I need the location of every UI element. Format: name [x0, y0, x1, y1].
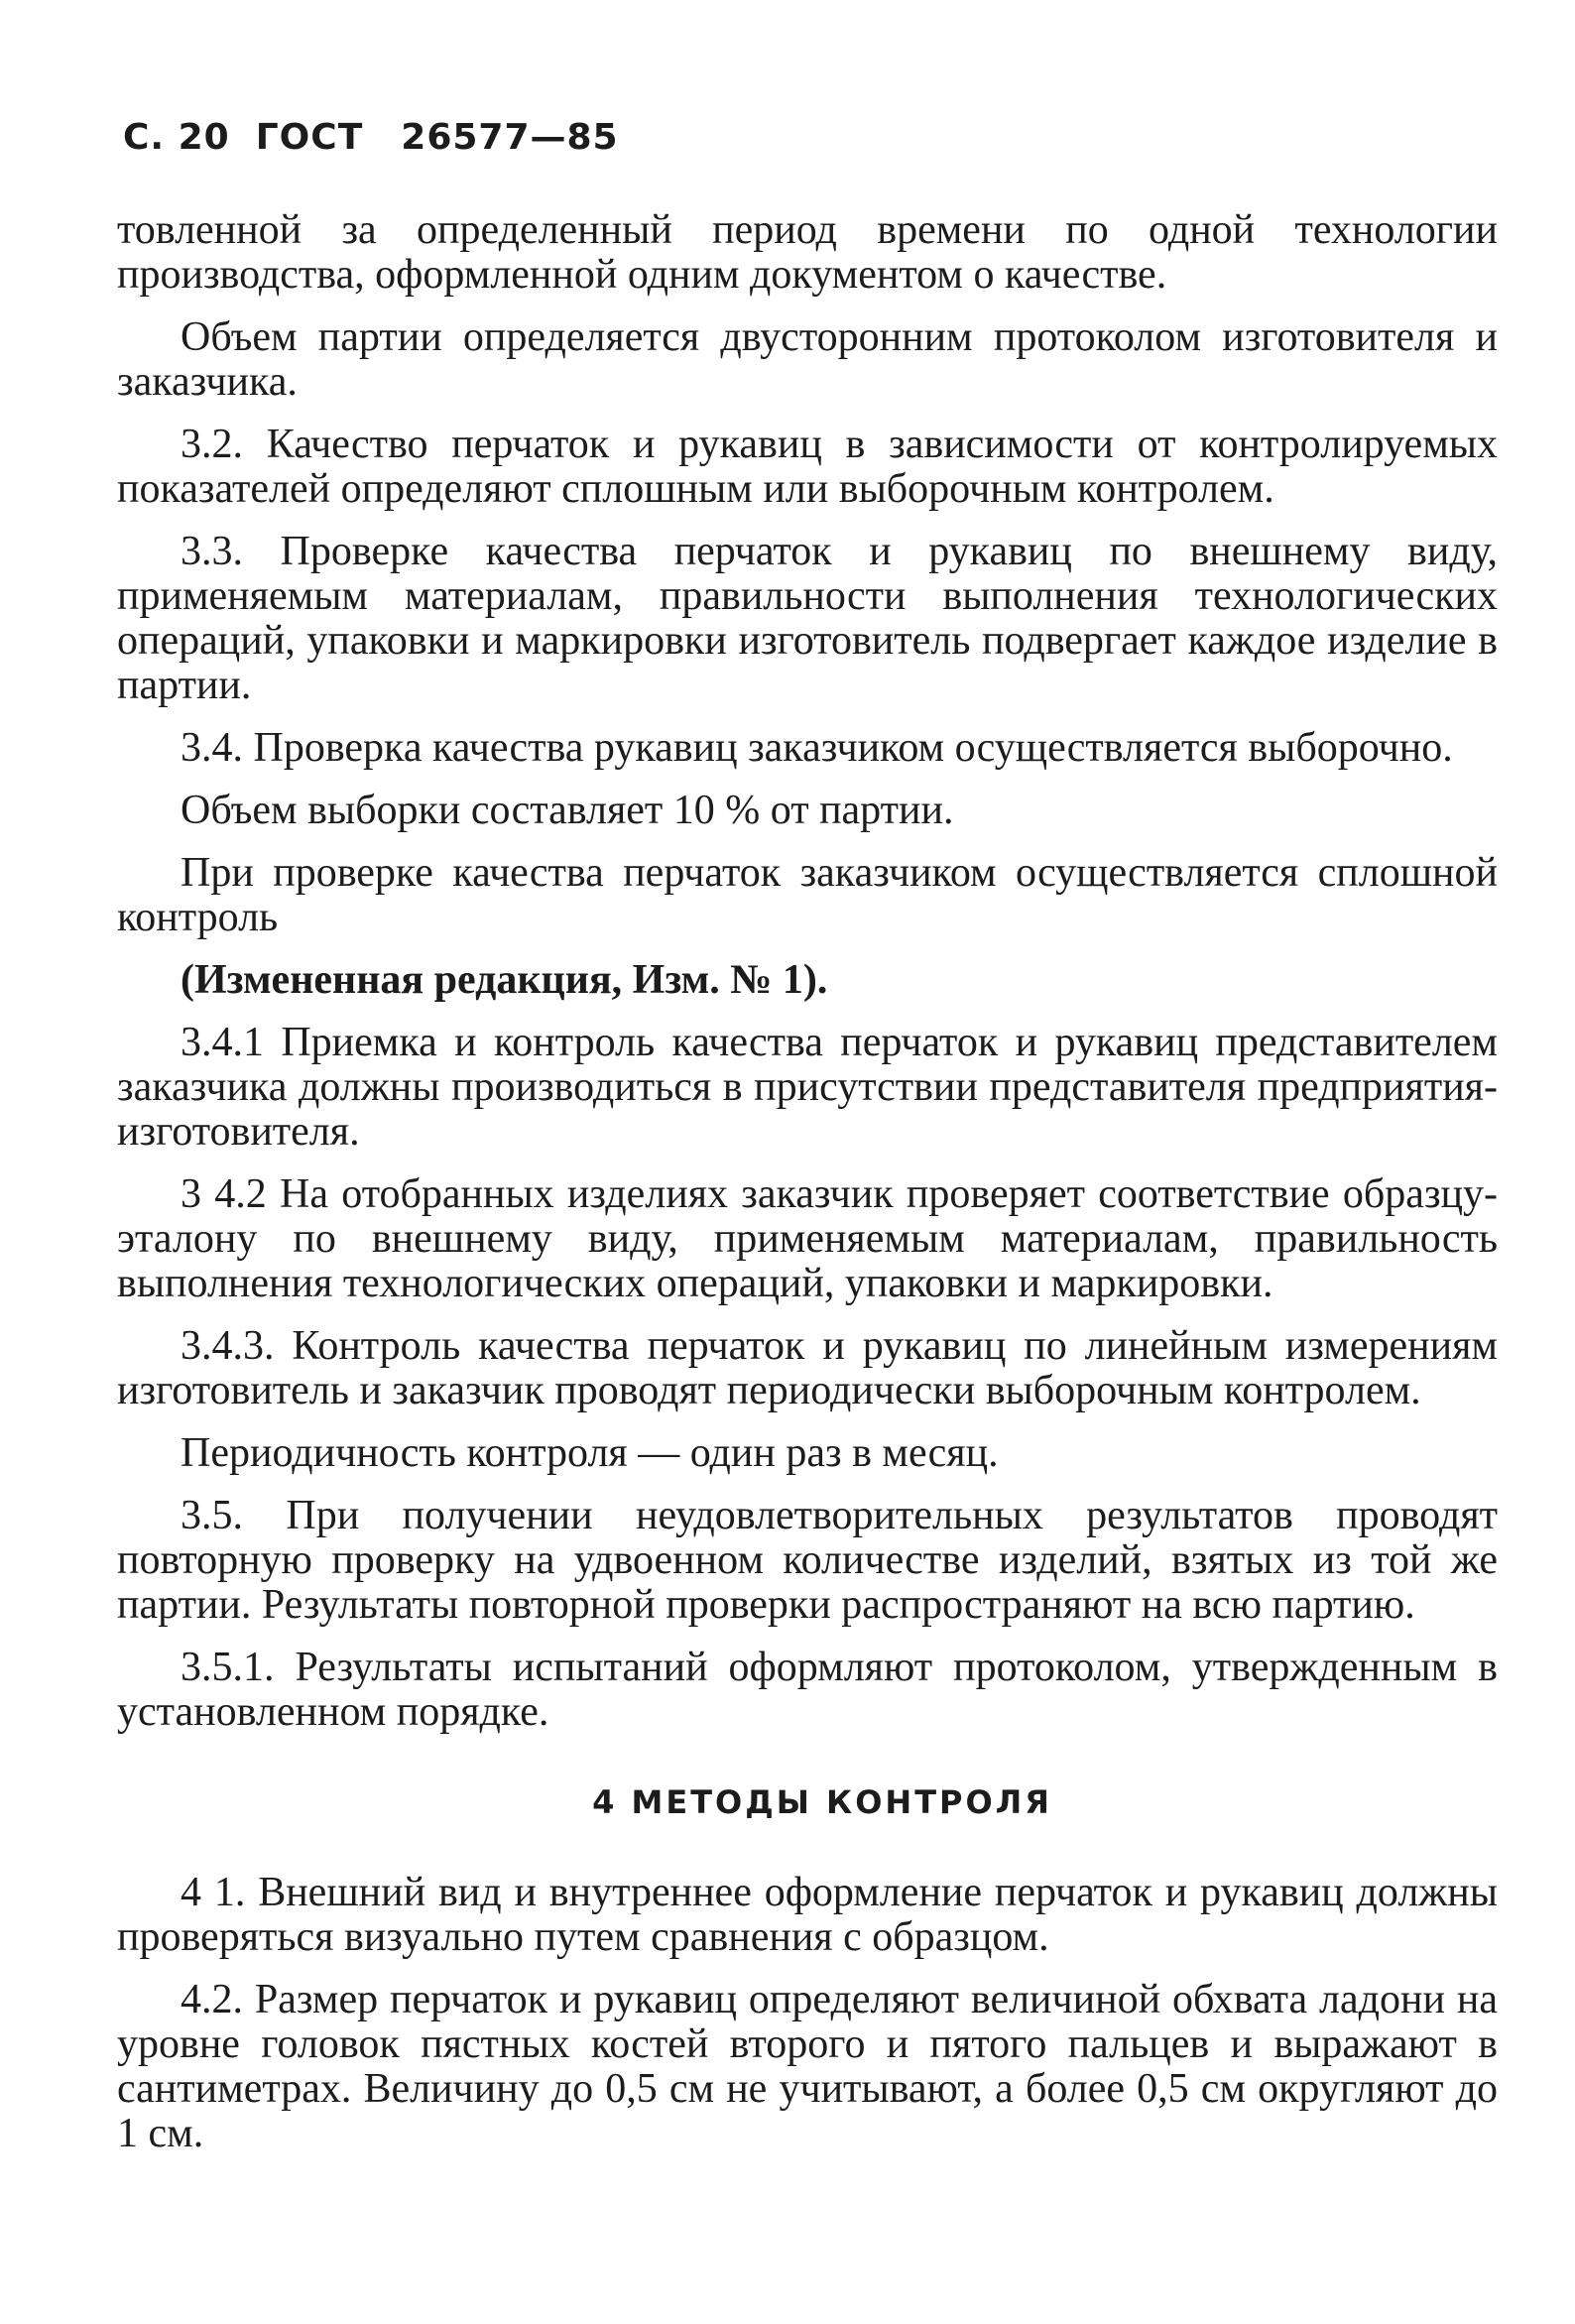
paragraph-full-control: При проверке качества перчаток заказчиком осуществляется сплошной контроль [117, 850, 1498, 940]
paragraph-3-5: 3.5. При получении неудовлетворительных результатов проводят повторную проверку на удвоенном количестве изделий, взятых из той же партии. Результаты повторной проверки распространяют на всю партию. [117, 1493, 1498, 1628]
page-label: С. 20 [123, 117, 230, 158]
paragraph-sample-volume: Объем выборки составляет 10 % от партии. [181, 788, 954, 833]
running-head [123, 117, 619, 158]
paragraph-3-4-1: 3.4.1 Приемка и контроль качества перчаток и рукавиц представителем заказчика должны производиться в присутствии представителя предприятия-изготовителя. [117, 1020, 1498, 1155]
paragraph-continuation: товленной за определенный период времени по одной технологии производства, оформленной одним документом о качестве. [117, 207, 1498, 298]
paragraph-batch-volume: Объем партии определяется двусторонним протоколом изготовителя и заказчика. [117, 314, 1498, 405]
paragraph-3-3: 3.3. Проверке качества перчаток и рукавиц по внешнему виду, применяемым материалам, правильности выполнения технологических операций, упаковки и маркировки изготовитель подвергает каждое изделие в партии. [117, 529, 1498, 708]
amendment-note: (Измененная редакция, Изм. № 1). [181, 957, 828, 1003]
paragraph-4-2: 4.2. Размер перчаток и рукавиц определяют величиной обхвата ладони на уровне головок пястных костей второго и пятого пальцев и выражают в сантиметрах. Величину до 0,5 см не учитывают, а более 0,5 см округляют до 1 см. [117, 1977, 1498, 2156]
standard-number: 26577—85 [401, 117, 619, 158]
section-heading: 4 МЕТОДЫ КОНТРОЛЯ [592, 1783, 1052, 1821]
paragraph-3-4-2: 3 4.2 На отобранных изделиях заказчик проверяет соответствие образцу-эталону по внешнему виду, применяемым материалам, правильность выполнения технологических операций, упаковки и маркировки. [117, 1171, 1498, 1306]
paragraph-3-4: 3.4. Проверка качества рукавиц заказчиком осуществляется выборочно. [181, 725, 1453, 771]
paragraph-4-1: 4 1. Внешний вид и внутреннее оформление перчаток и рукавиц должны проверяться визуально путем сравнения с образцом. [117, 1870, 1498, 1960]
paragraph-3-4-3: 3.4.3. Контроль качества перчаток и рукавиц по линейным измерениям изготовитель и заказчик проводят периодически выборочным контролем. [117, 1323, 1498, 1413]
standard-label: ГОСТ [255, 117, 364, 158]
paragraph-3-2: 3.2. Качество перчаток и рукавиц в зависимости от контролируемых показателей определяют сплошным или выборочным контролем. [117, 422, 1498, 512]
paragraph-3-5-1: 3.5.1. Результаты испытаний оформляют протоколом, утвержденным в установленном порядке. [117, 1645, 1498, 1735]
body-text [117, 208, 1498, 2156]
paragraph-periodicity: Периодичность контроля — один раз в месяц. [181, 1430, 999, 1476]
